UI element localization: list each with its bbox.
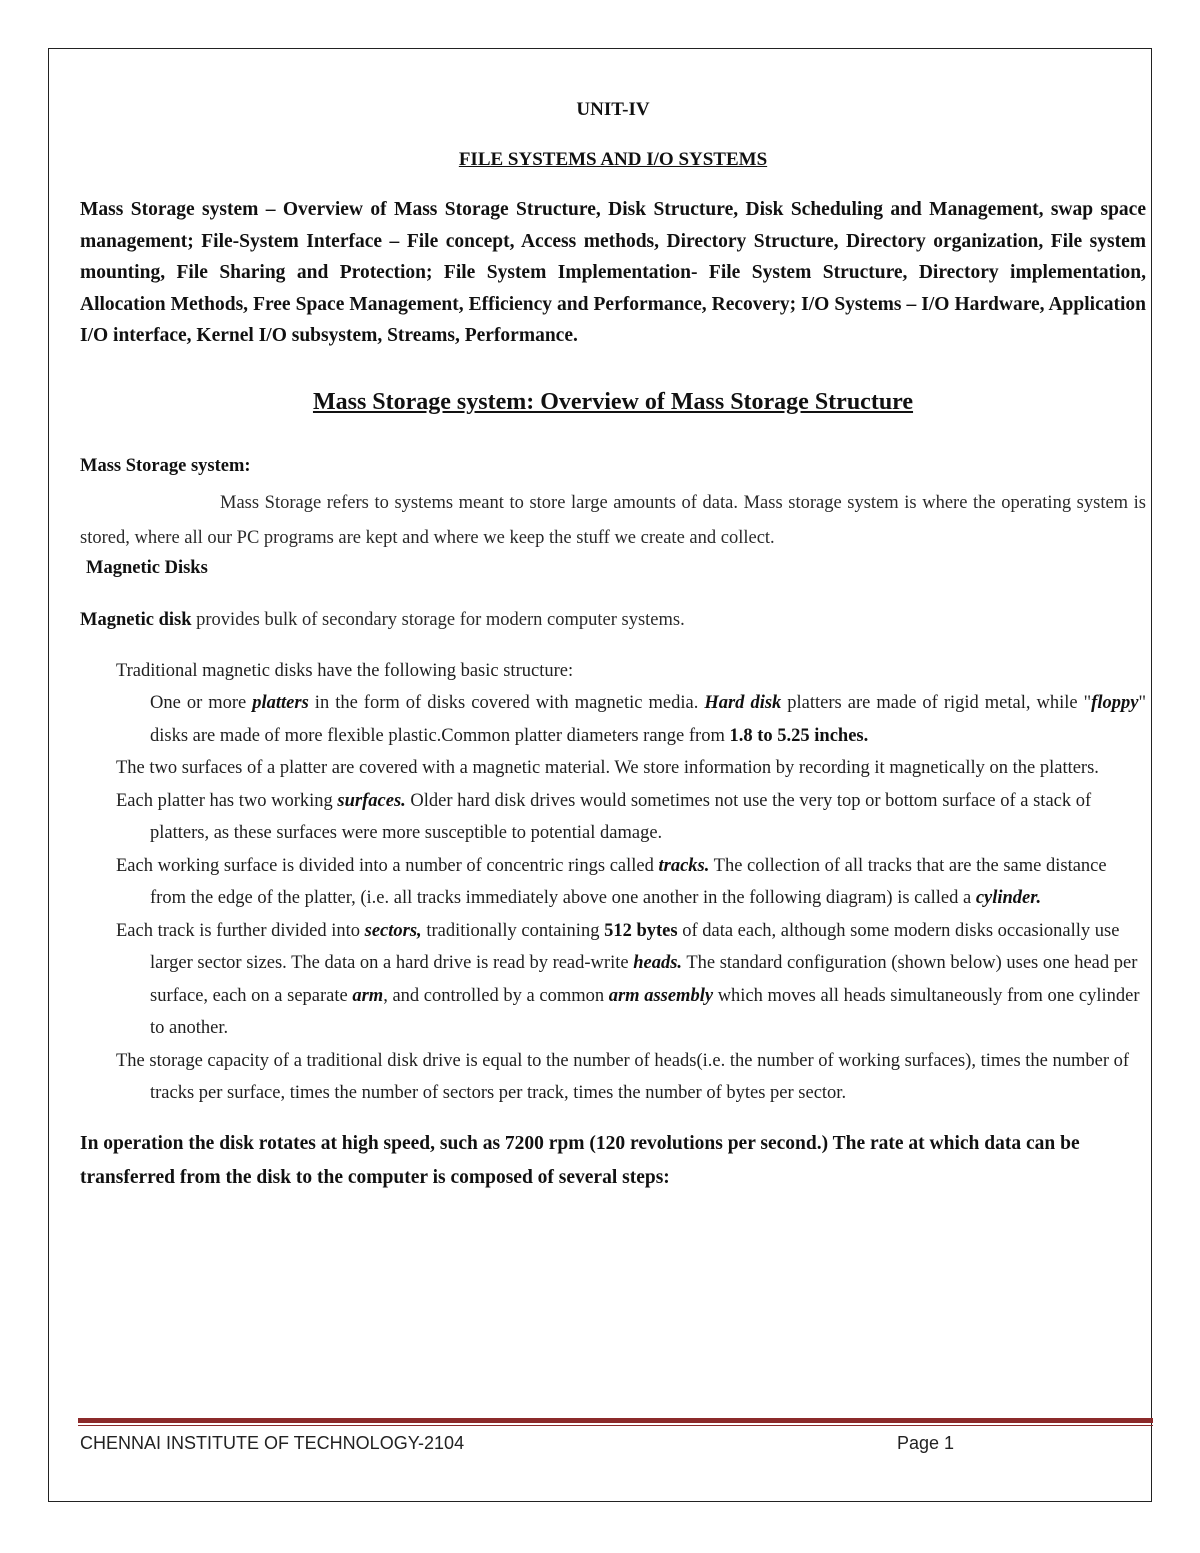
structure-intro: Traditional magnetic disks have the following basic structure: — [116, 660, 574, 681]
structure-list — [80, 655, 1146, 1110]
intro-text: Mass Storage refers to systems meant to store large amounts of data. Mass storage system is where the operating system is stored, where all our PC programs are kept and where we keep the stuff we create and collect. — [80, 492, 1146, 548]
magnetic-disks-heading: Magnetic Disks — [86, 557, 208, 578]
page-content — [80, 96, 1146, 1195]
footer-rule — [78, 1418, 1153, 1423]
unit-subtitle: FILE SYSTEMS AND I/O SYSTEMS — [458, 149, 768, 170]
list-item-surfaces-material: The two surfaces of a platter are covered with a magnetic material. We store information by recording it magnetically on the platters. — [116, 758, 1099, 778]
syllabus-paragraph: Mass Storage system – Overview of Mass Storage Structure, Disk Structure, Disk Scheduling and Management, swap space management; File-System Interface – File concept, Access methods, Directory Structure, Directory organization, File system mounting, File Sharing and Protection; File System Implementation- File System Structure, Directory implementation, Allocation Methods, Free Space Management, Efficiency and Performance, Recovery; I/O Systems – I/O Hardware, Application I/O interface, Kernel I/O subsystem, Streams, Performance. — [80, 199, 1146, 346]
footer-institute: CHENNAI INSTITUTE OF TECHNOLOGY-2104 — [80, 1433, 465, 1453]
magnetic-disk-text: provides bulk of secondary storage for modern computer systems. — [191, 609, 685, 630]
list-item-sectors: Each track is further divided into sectors, traditionally containing 512 bytes of data each, although some modern disks occasionally use larger sector sizes. The data on a hard drive is read by read-write heads. The standard configuration (shown below) uses one head per surface, each on a separate arm, and controlled by a common arm assembly which moves all heads simultaneously from one cylinder to another. — [116, 920, 1140, 1038]
intro-paragraph — [80, 486, 1146, 556]
footer-page-number: Page 1 — [897, 1433, 955, 1453]
footer-rule-thin — [78, 1425, 1153, 1426]
magnetic-disk-term: Magnetic disk — [80, 609, 192, 630]
list-item-capacity: The storage capacity of a traditional disk drive is equal to the number of heads(i.e. the number of working surfaces), times the number of tracks per surface, times the number of sectors per track, times the number of bytes per sector. — [116, 1050, 1130, 1103]
operation-paragraph: In operation the disk rotates at high speed, such as 7200 rpm (120 revolutions per second.) The rate at which data can be transferred from the disk to the computer is composed of several steps: — [80, 1132, 1080, 1188]
list-item-tracks: Each working surface is divided into a number of concentric rings called tracks. The collection of all tracks that are the same distance from the edge of the platter, (i.e. all tracks immediately above one another in the following diagram) is called a cylinder. — [116, 855, 1107, 908]
section-heading: Mass Storage system: Overview of Mass Storage Structure — [312, 388, 914, 415]
magnetic-disk-paragraph — [80, 606, 1146, 634]
unit-title: UNIT-IV — [576, 99, 650, 120]
list-item-platters: One or more platters in the form of disks covered with magnetic media. Hard disk platters are made of rigid metal, while "floppy" disks are made of more flexible plastic.Common platter diameters range from 1.8 to 5.25 inches. — [150, 693, 1146, 746]
sub-heading: Mass Storage system: — [80, 455, 251, 476]
list-item-working-surfaces: Each platter has two working surfaces. Older hard disk drives would sometimes not use the very top or bottom surface of a stack of platters, as these surfaces were more susceptible to potential damage. — [116, 790, 1092, 843]
